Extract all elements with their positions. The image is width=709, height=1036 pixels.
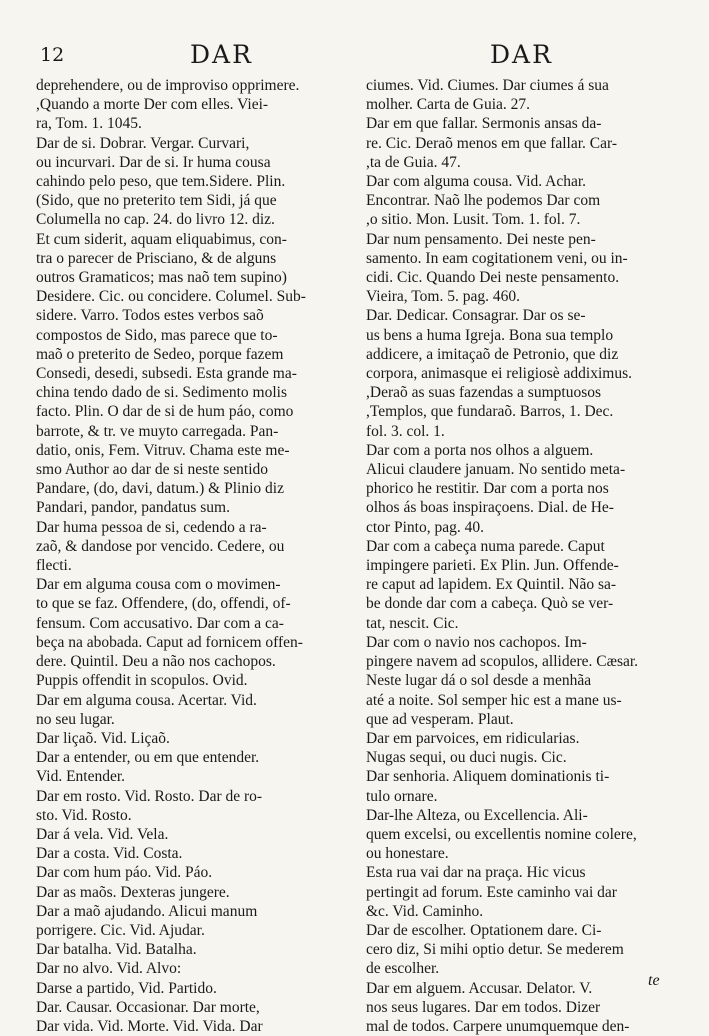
text-line: Nugas sequi, ou duci nugis. Cic. [366,749,567,767]
text-line: corpora, animasque ei religiosè addiximus. [366,365,633,383]
text-line: Dar de escolher. Optationem dare. Ci- [366,921,602,939]
text-line: Dar num pensamento. Dei neste pen- [366,230,596,248]
text-line: (Sido, que no preterito tem Sidi, já que [36,192,277,210]
text-line: sidere. Varro. Todos estes verbos saõ [36,307,264,325]
running-head-right: DAR [490,40,553,69]
text-line: Dar em que fallar. Sermonis ansas da- [366,115,602,133]
text-line: Consedi, desedi, subsedi. Esta grande ma- [36,365,297,383]
text-line: Dar com a cabeça numa parede. Caput [366,537,605,555]
text-line: Dar em alguem. Accusar. Delator. V. [366,979,593,997]
text-line: porrigere. Cic. Vid. Ajudar. [36,921,205,939]
text-line: re caput ad lapidem. Ex Quintil. Não sa- [366,576,617,594]
text-line: re. Cic. Deraõ menos em que fallar. Car- [366,134,618,152]
text-line: Dar batalha. Vid. Batalha. [36,941,197,959]
text-line: de escolher. [366,960,440,978]
text-line: compostos de Sido, mas parece que to- [36,326,278,344]
text-line: nos seus lugares. Dar em todos. Dizer [366,998,601,1016]
text-line: maõ o preterito de Sedeo, porque fazem [36,345,284,363]
text-line: ou incurvari. Dar de si. Ir huma cousa [36,153,271,171]
text-line: deprehendere, ou de improviso opprimere. [36,77,300,94]
page-header [0,40,709,70]
left-column [36,76,346,1036]
text-line: que ad vesperam. Plaut. [366,710,514,728]
page-number: 12 [40,44,65,66]
text-line: Dar vida. Vid. Morte. Vid. Vida. Dar [36,1017,263,1035]
text-line: Vid. Entender. [36,768,126,786]
text-line: tat, nescit. Cic. [366,614,459,632]
text-line: impingere parieti. Ex Plin. Jun. Offende- [366,557,619,575]
text-line: molher. Carta de Guia. 27. [366,96,530,114]
text-line: ,ta de Guia. 47. [366,153,461,171]
text-line: ou honestare. [366,845,449,863]
text-line: china tendo dado de si. Sedimento molis [36,384,287,402]
text-line: Dar a entender, ou em que entender. [36,749,260,767]
text-line: ,o sitio. Mon. Lusit. Tom. 1. fol. 7. [366,211,581,229]
text-line: &c. Vid. Caminho. [366,902,484,920]
text-line: Neste lugar dá o sol desde a menhãa [366,672,592,690]
text-line: tulo ornare. [366,787,438,805]
text-line: cero diz, Si mihi optio detur. Se mederem [366,941,624,959]
catchword: te [648,972,660,989]
text-line: Dar em parvoices, em ridicularias. [366,729,580,747]
text-line: zaõ, & dandose por vencido. Cedere, ou [36,537,285,555]
text-line: barrote, & tr. ve muyto carregada. Pan- [36,422,279,440]
text-line: fol. 3. col. 1. [366,422,445,440]
text-line: cidi. Cic. Quando Dei neste pensamento. [366,269,620,287]
text-line: tra o parecer de Prisciano, & de alguns [36,249,277,267]
text-line: dere. Quintil. Deu a não nos cachopos. [36,653,276,671]
text-line: outros Gramaticos; mas naõ tem supino) [36,269,287,287]
text-line: mal de todos. Carpere unumquemque den- [366,1017,630,1035]
text-line: ,Deraõ as suas fazendas a sumptuosos [366,384,602,402]
text-line: Darse a partido, Vid. Partido. [36,979,217,997]
text-line: ,Quando a morte Der com elles. Viei- [36,96,269,114]
text-line: facto. Plin. O dar de si de hum páo, como [36,403,294,421]
text-line: Vieira, Tom. 5. pag. 460. [366,288,520,306]
text-line: até a noite. Sol semper hic est a mane us- [366,691,622,709]
text-line: fensum. Com accusativo. Dar com a ca- [36,614,284,632]
text-line: Et cum siderit, aquam eliquabimus, con- [36,230,287,248]
text-line: Pandari, pandor, pandatus sum. [36,499,230,517]
text-line: smo Author ao dar de si neste sentido [36,461,269,479]
text-line: to que se faz. Offendere, (do, offendi, of- [36,595,291,613]
text-line: Alicui claudere januam. No sentido meta- [366,461,626,479]
text-line: phorico he restitir. Dar com a porta nos [366,480,609,498]
text-line: Dar huma pessoa de si, cedendo a ra- [36,518,267,536]
text-line: cahindo pelo peso, que tem.Sidere. Plin. [36,173,286,191]
text-line: Dar em alguma cousa. Acertar. Vid. [36,691,257,709]
text-line: addicere, a imitaçaõ de Petronio, que diz [366,345,619,363]
text-line: Dar em alguma cousa com o movimen- [36,576,281,594]
text-line: Dar com hum páo. Vid. Páo. [36,864,213,882]
text-line: sto. Vid. Rosto. [36,806,132,824]
text-line: flecti. [36,557,72,575]
text-line: Encontrar. Naõ lhe podemos Dar com [366,192,601,210]
right-column [366,76,676,1036]
text-line: Dar com o navio nos cachopos. Im- [366,633,587,651]
text-line: Dar-lhe Alteza, ou Excellencia. Ali- [366,806,588,824]
text-line: ,Templos, que fundaraõ. Barros, 1. Dec. [366,403,614,421]
text-line: Dar no alvo. Vid. Alvo: [36,960,182,978]
text-line: Dar com a porta nos olhos a alguem. [366,441,594,459]
text-line: Dar liçaõ. Vid. Liçaõ. [36,729,170,747]
text-line: Puppis offendit in scopulos. Ovid. [36,672,248,690]
text-line: Dar em rosto. Vid. Rosto. Dar de ro- [36,787,263,805]
text-line: ra, Tom. 1. 1045. [36,115,142,133]
text-line: us bens a huma Igreja. Bona sua templo [366,326,614,344]
text-line: Dar a maõ ajudando. Alicui manum [36,902,258,920]
text-line: pingere navem ad scopulos, allidere. Cæsar. [366,653,639,671]
text-line: be donde dar com a cabeça. Quò se ver- [366,595,614,613]
text-line: pertingit ad forum. Este caminho vai dar [366,883,617,901]
text-line: Esta rua vai dar na praça. Hic vicus [366,864,586,882]
text-line: Dar á vela. Vid. Vela. [36,825,169,843]
text-line: Dar. Causar. Occasionar. Dar morte, [36,998,260,1016]
text-line: quem excelsi, ou excellentis nomine colere, [366,825,637,843]
text-line: Dar a costa. Vid. Costa. [36,845,183,863]
text-line: Dar senhoria. Aliquem dominationis ti- [366,768,610,786]
text-line: Dar as maõs. Dexteras jungere. [36,883,230,901]
text-line: Desidere. Cic. ou concidere. Columel. Sub- [36,288,306,306]
text-line: Pandare, (do, davi, datum.) & Plinio diz [36,480,284,498]
text-line: no seu lugar. [36,710,115,728]
text-line: Dar de si. Dobrar. Vergar. Curvari, [36,134,250,152]
text-line: Dar com alguma cousa. Vid. Achar. [366,173,587,191]
text-line: Dar. Dedicar. Consagrar. Dar os se- [366,307,586,325]
text-line: olhos ás boas inspiraçoens. Dial. de He- [366,499,614,517]
text-line: ciumes. Vid. Ciumes. Dar ciumes á sua [366,77,609,94]
text-line: ctor Pinto, pag. 40. [366,518,484,536]
text-line: beça na abobada. Caput ad fornicem offen- [36,633,303,651]
text-line: samento. In eam cogitationem veni, ou in- [366,249,628,267]
text-line: Columella no cap. 24. do livro 12. diz. [36,211,275,229]
running-head-left: DAR [190,40,253,69]
text-line: datio, onis, Fem. Vitruv. Chama este me- [36,441,290,459]
